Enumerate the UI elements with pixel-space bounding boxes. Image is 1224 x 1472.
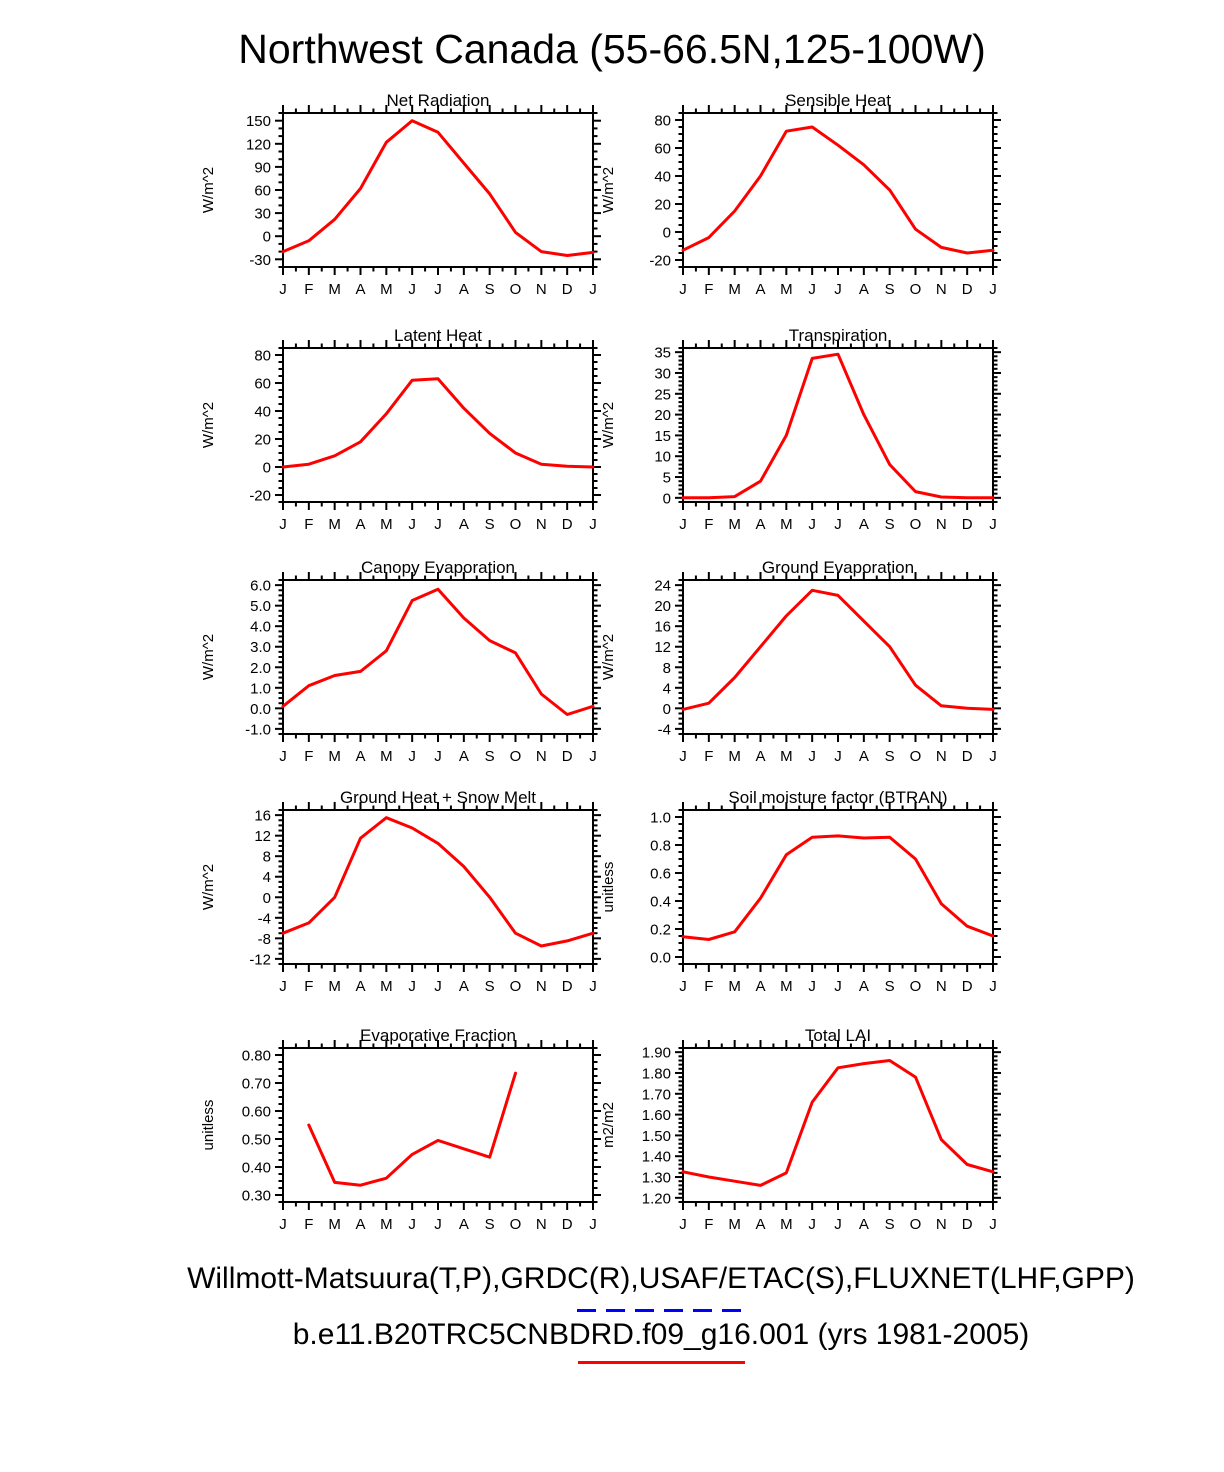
y-tick-label: 1.0: [650, 809, 671, 827]
chart-title: Total LAI: [804, 1026, 872, 1045]
y-tick-label: 150: [245, 113, 271, 131]
x-tick-label: S: [484, 1216, 495, 1233]
y-tick-label: 12: [654, 639, 671, 657]
y-tick-label: 60: [254, 375, 271, 393]
y-axis-unit-label: m2/m2: [600, 1102, 617, 1148]
y-tick-label: 8: [662, 659, 671, 677]
x-tick-label: O: [509, 281, 522, 298]
x-tick-label: M: [328, 516, 341, 533]
y-tick-label: -8: [257, 930, 271, 948]
y-tick-label: 4: [662, 680, 671, 698]
x-tick-label: A: [355, 516, 366, 533]
y-tick-label: 0.4: [650, 893, 671, 911]
y-tick-label: 30: [654, 365, 671, 383]
plot-frame: [683, 810, 993, 964]
chart-title: Ground Heat + Snow Melt: [339, 788, 537, 807]
x-tick-label: D: [561, 281, 573, 298]
y-tick-label: 40: [654, 168, 671, 186]
x-tick-label: J: [589, 1216, 597, 1233]
x-tick-label: J: [834, 516, 842, 533]
y-tick-label: 2.0: [250, 659, 271, 677]
y-tick-label: 0: [262, 889, 271, 907]
y-axis-unit-label: W/m^2: [600, 401, 617, 449]
y-tick-label: 0.60: [241, 1103, 271, 1121]
y-tick-label: 16: [654, 618, 671, 636]
y-tick-label: 20: [654, 196, 671, 214]
x-tick-label: J: [679, 281, 687, 298]
x-tick-label: M: [328, 1216, 341, 1233]
x-tick-label: J: [589, 748, 597, 765]
x-tick-label: M: [780, 978, 793, 995]
x-tick-label: J: [989, 516, 997, 533]
x-tick-label: J: [834, 1216, 842, 1233]
plot-frame: [683, 113, 993, 267]
y-tick-label: 0.70: [241, 1075, 271, 1093]
x-tick-label: A: [755, 281, 766, 298]
x-tick-label: M: [780, 748, 793, 765]
series-line: [283, 818, 593, 946]
y-tick-label: 8: [262, 848, 271, 866]
x-tick-label: J: [408, 748, 416, 765]
y-tick-label: -1.0: [245, 721, 271, 739]
x-tick-label: N: [535, 516, 547, 533]
x-tick-label: A: [858, 1216, 869, 1233]
x-tick-label: F: [304, 1216, 314, 1233]
x-tick-label: J: [808, 516, 816, 533]
y-tick-label: -12: [249, 951, 271, 969]
y-tick-label: 30: [254, 205, 271, 223]
x-tick-label: N: [535, 748, 547, 765]
chart-title: Evaporative Fraction: [360, 1026, 516, 1045]
x-tick-label: O: [909, 516, 922, 533]
y-axis-unit-label: W/m^2: [600, 633, 617, 681]
chart-title: Canopy Evaporation: [360, 558, 516, 577]
chart-sensible-heat: [580, 90, 1060, 325]
x-tick-label: J: [989, 1216, 997, 1233]
y-tick-label: 1.20: [641, 1190, 671, 1208]
y-tick-label: 0.6: [650, 865, 671, 883]
x-tick-label: A: [858, 516, 869, 533]
y-tick-label: 0: [262, 459, 271, 477]
y-tick-label: -30: [249, 251, 271, 269]
y-tick-label: 0.40: [241, 1159, 271, 1177]
y-tick-label: 20: [654, 407, 671, 425]
y-tick-label: 1.90: [641, 1044, 671, 1062]
x-tick-label: O: [509, 748, 522, 765]
chart-title: Sensible Heat: [785, 91, 891, 110]
series-line: [683, 836, 993, 940]
y-tick-label: 1.50: [641, 1127, 671, 1145]
y-tick-label: 80: [254, 347, 271, 365]
y-tick-label: 25: [654, 386, 671, 404]
x-tick-label: A: [858, 748, 869, 765]
x-tick-label: D: [561, 748, 573, 765]
x-tick-label: J: [989, 748, 997, 765]
y-tick-label: -20: [249, 487, 271, 505]
y-tick-label: 1.40: [641, 1148, 671, 1166]
plot-frame: [283, 810, 593, 964]
x-tick-label: M: [780, 281, 793, 298]
x-tick-label: A: [355, 748, 366, 765]
y-tick-label: 0.80: [241, 1047, 271, 1065]
x-tick-label: J: [808, 978, 816, 995]
y-tick-label: 1.80: [641, 1065, 671, 1083]
x-tick-label: F: [704, 978, 714, 995]
x-tick-label: M: [780, 516, 793, 533]
y-tick-label: 1.30: [641, 1169, 671, 1187]
x-tick-label: O: [909, 1216, 922, 1233]
x-tick-label: J: [808, 1216, 816, 1233]
y-axis-unit-label: unitless: [600, 861, 617, 913]
y-tick-label: 12: [254, 828, 271, 846]
chart-title: Net Radiation: [386, 91, 490, 110]
x-tick-label: A: [355, 281, 366, 298]
obs-line-marker: [577, 1309, 746, 1312]
x-tick-label: D: [961, 516, 973, 533]
y-tick-label: 60: [654, 140, 671, 158]
x-tick-label: J: [834, 281, 842, 298]
plot-frame: [283, 580, 593, 734]
y-tick-label: 0.0: [650, 949, 671, 967]
x-tick-label: D: [961, 748, 973, 765]
series-line: [683, 354, 993, 498]
x-tick-label: A: [458, 1216, 469, 1233]
y-tick-label: 0: [662, 224, 671, 242]
x-tick-label: O: [509, 978, 522, 995]
x-tick-label: J: [408, 1216, 416, 1233]
x-tick-label: J: [808, 748, 816, 765]
y-tick-label: 5: [662, 469, 671, 487]
y-tick-label: 4.0: [250, 618, 271, 636]
x-tick-label: J: [989, 281, 997, 298]
x-tick-label: A: [755, 978, 766, 995]
y-tick-label: -4: [257, 910, 271, 928]
x-tick-label: F: [704, 748, 714, 765]
x-tick-label: N: [535, 1216, 547, 1233]
y-tick-label: -4: [657, 721, 671, 739]
x-tick-label: J: [589, 516, 597, 533]
series-line: [283, 589, 593, 714]
y-tick-label: 1.60: [641, 1107, 671, 1125]
x-tick-label: M: [728, 978, 741, 995]
y-axis-unit-label: W/m^2: [200, 863, 217, 911]
y-tick-label: 80: [654, 112, 671, 130]
x-tick-label: S: [484, 516, 495, 533]
x-tick-label: M: [328, 748, 341, 765]
y-tick-label: 0.50: [241, 1131, 271, 1149]
x-tick-label: O: [909, 281, 922, 298]
x-tick-label: J: [408, 978, 416, 995]
x-tick-label: S: [884, 748, 895, 765]
y-tick-label: 4: [262, 869, 271, 887]
x-tick-label: M: [380, 281, 393, 298]
plot-frame: [283, 1048, 593, 1202]
x-tick-label: J: [408, 516, 416, 533]
y-axis-unit-label: W/m^2: [200, 401, 217, 449]
x-tick-label: J: [434, 281, 442, 298]
y-tick-label: 0: [662, 700, 671, 718]
x-tick-label: J: [834, 978, 842, 995]
model-run-label: b.e11.B20TRC5CNBDRD.f09_g16.001 (yrs 1981-2005): [292, 1318, 1030, 1351]
x-tick-label: J: [279, 748, 287, 765]
x-tick-label: S: [884, 978, 895, 995]
x-tick-label: A: [858, 978, 869, 995]
chart-title: Latent Heat: [394, 326, 482, 345]
x-tick-label: N: [935, 1216, 947, 1233]
y-tick-label: 60: [254, 182, 271, 200]
y-axis-unit-label: W/m^2: [200, 633, 217, 681]
x-tick-label: D: [961, 1216, 973, 1233]
y-tick-label: 35: [654, 344, 671, 362]
x-tick-label: M: [380, 516, 393, 533]
series-line: [283, 379, 593, 467]
y-tick-label: 16: [254, 807, 271, 825]
x-tick-label: F: [704, 1216, 714, 1233]
x-tick-label: O: [509, 516, 522, 533]
x-tick-label: J: [989, 978, 997, 995]
x-tick-label: J: [589, 978, 597, 995]
x-tick-label: J: [434, 1216, 442, 1233]
x-tick-label: S: [484, 281, 495, 298]
x-tick-label: A: [458, 281, 469, 298]
x-tick-label: J: [434, 978, 442, 995]
chart-total-lai: [580, 1025, 1060, 1260]
x-tick-label: J: [679, 1216, 687, 1233]
y-tick-label: 0: [662, 490, 671, 508]
plot-frame: [683, 580, 993, 734]
x-tick-label: D: [561, 1216, 573, 1233]
x-tick-label: M: [380, 1216, 393, 1233]
x-tick-label: A: [355, 978, 366, 995]
series-line: [683, 590, 993, 709]
plot-frame: [283, 348, 593, 502]
x-tick-label: N: [935, 281, 947, 298]
x-tick-label: D: [561, 978, 573, 995]
y-tick-label: 0: [262, 228, 271, 246]
y-tick-label: 1.70: [641, 1086, 671, 1104]
x-tick-label: J: [434, 748, 442, 765]
y-tick-label: 120: [245, 136, 271, 154]
y-tick-label: 3.0: [250, 639, 271, 657]
x-tick-label: F: [704, 516, 714, 533]
x-tick-label: M: [328, 978, 341, 995]
y-axis-unit-label: W/m^2: [600, 166, 617, 214]
y-tick-label: -20: [649, 252, 671, 270]
x-tick-label: A: [755, 516, 766, 533]
x-tick-label: J: [434, 516, 442, 533]
x-tick-label: A: [458, 978, 469, 995]
x-tick-label: M: [728, 281, 741, 298]
y-axis-unit-label: unitless: [200, 1099, 217, 1151]
x-tick-label: D: [561, 516, 573, 533]
x-tick-label: F: [304, 281, 314, 298]
series-line: [283, 121, 593, 256]
x-tick-label: J: [279, 1216, 287, 1233]
x-tick-label: O: [909, 748, 922, 765]
obs-datasets-label: Willmott-Matsuura(T,P),GRDC(R),USAF/ETAC(S),FLUXNET(LHF,GPP): [187, 1262, 1135, 1295]
x-tick-label: N: [535, 978, 547, 995]
x-tick-label: M: [728, 1216, 741, 1233]
x-tick-label: S: [484, 978, 495, 995]
x-tick-label: S: [884, 1216, 895, 1233]
x-tick-label: F: [704, 281, 714, 298]
series-line: [683, 1061, 993, 1186]
x-tick-label: M: [380, 978, 393, 995]
y-axis-unit-label: W/m^2: [200, 166, 217, 214]
page-title: Northwest Canada (55-66.5N,125-100W): [238, 26, 986, 72]
x-tick-label: A: [755, 1216, 766, 1233]
y-tick-label: 20: [254, 431, 271, 449]
x-tick-label: J: [679, 978, 687, 995]
x-tick-label: D: [961, 281, 973, 298]
x-tick-label: F: [304, 978, 314, 995]
x-tick-label: J: [408, 281, 416, 298]
model-line-marker: [578, 1361, 745, 1364]
y-tick-label: 0.2: [650, 921, 671, 939]
x-tick-label: M: [328, 281, 341, 298]
x-tick-label: M: [728, 748, 741, 765]
x-tick-label: S: [884, 516, 895, 533]
y-tick-label: 0.30: [241, 1187, 271, 1205]
x-tick-label: J: [279, 281, 287, 298]
plot-frame: [283, 113, 593, 267]
x-tick-label: J: [589, 281, 597, 298]
x-tick-label: O: [909, 978, 922, 995]
y-tick-label: 24: [654, 577, 671, 595]
series-line: [309, 1073, 516, 1185]
chart-title: Ground Evaporation: [761, 558, 915, 577]
x-tick-label: A: [858, 281, 869, 298]
x-tick-label: J: [279, 978, 287, 995]
chart-ground-evaporation: [580, 557, 1060, 792]
x-tick-label: A: [458, 748, 469, 765]
chart-title: Soil moisture factor (BTRAN): [728, 788, 948, 807]
y-tick-label: 40: [254, 403, 271, 421]
y-tick-label: 90: [254, 159, 271, 177]
x-tick-label: N: [935, 516, 947, 533]
chart-title: Transpiration: [788, 326, 888, 345]
x-tick-label: N: [935, 978, 947, 995]
x-tick-label: J: [679, 516, 687, 533]
x-tick-label: F: [304, 748, 314, 765]
x-tick-label: J: [834, 748, 842, 765]
plot-frame: [683, 348, 993, 502]
chart-transpiration: [580, 325, 1060, 560]
x-tick-label: M: [780, 1216, 793, 1233]
series-line: [683, 127, 993, 253]
x-tick-label: J: [808, 281, 816, 298]
x-tick-label: M: [728, 516, 741, 533]
x-tick-label: M: [380, 748, 393, 765]
x-tick-label: A: [755, 748, 766, 765]
x-tick-label: S: [884, 281, 895, 298]
x-tick-label: F: [304, 516, 314, 533]
x-tick-label: D: [961, 978, 973, 995]
y-tick-label: 10: [654, 448, 671, 466]
x-tick-label: J: [279, 516, 287, 533]
x-tick-label: S: [484, 748, 495, 765]
y-tick-label: 0.8: [650, 837, 671, 855]
x-tick-label: N: [535, 281, 547, 298]
chart-soil-moisture-btran: [580, 787, 1060, 1022]
y-tick-label: 20: [654, 598, 671, 616]
x-tick-label: O: [509, 1216, 522, 1233]
y-tick-label: 15: [654, 427, 671, 445]
x-tick-label: A: [458, 516, 469, 533]
y-tick-label: 5.0: [250, 598, 271, 616]
y-tick-label: 6.0: [250, 577, 271, 595]
x-tick-label: A: [355, 1216, 366, 1233]
y-tick-label: 0.0: [250, 700, 271, 718]
y-tick-label: 1.0: [250, 680, 271, 698]
x-tick-label: N: [935, 748, 947, 765]
x-tick-label: J: [679, 748, 687, 765]
